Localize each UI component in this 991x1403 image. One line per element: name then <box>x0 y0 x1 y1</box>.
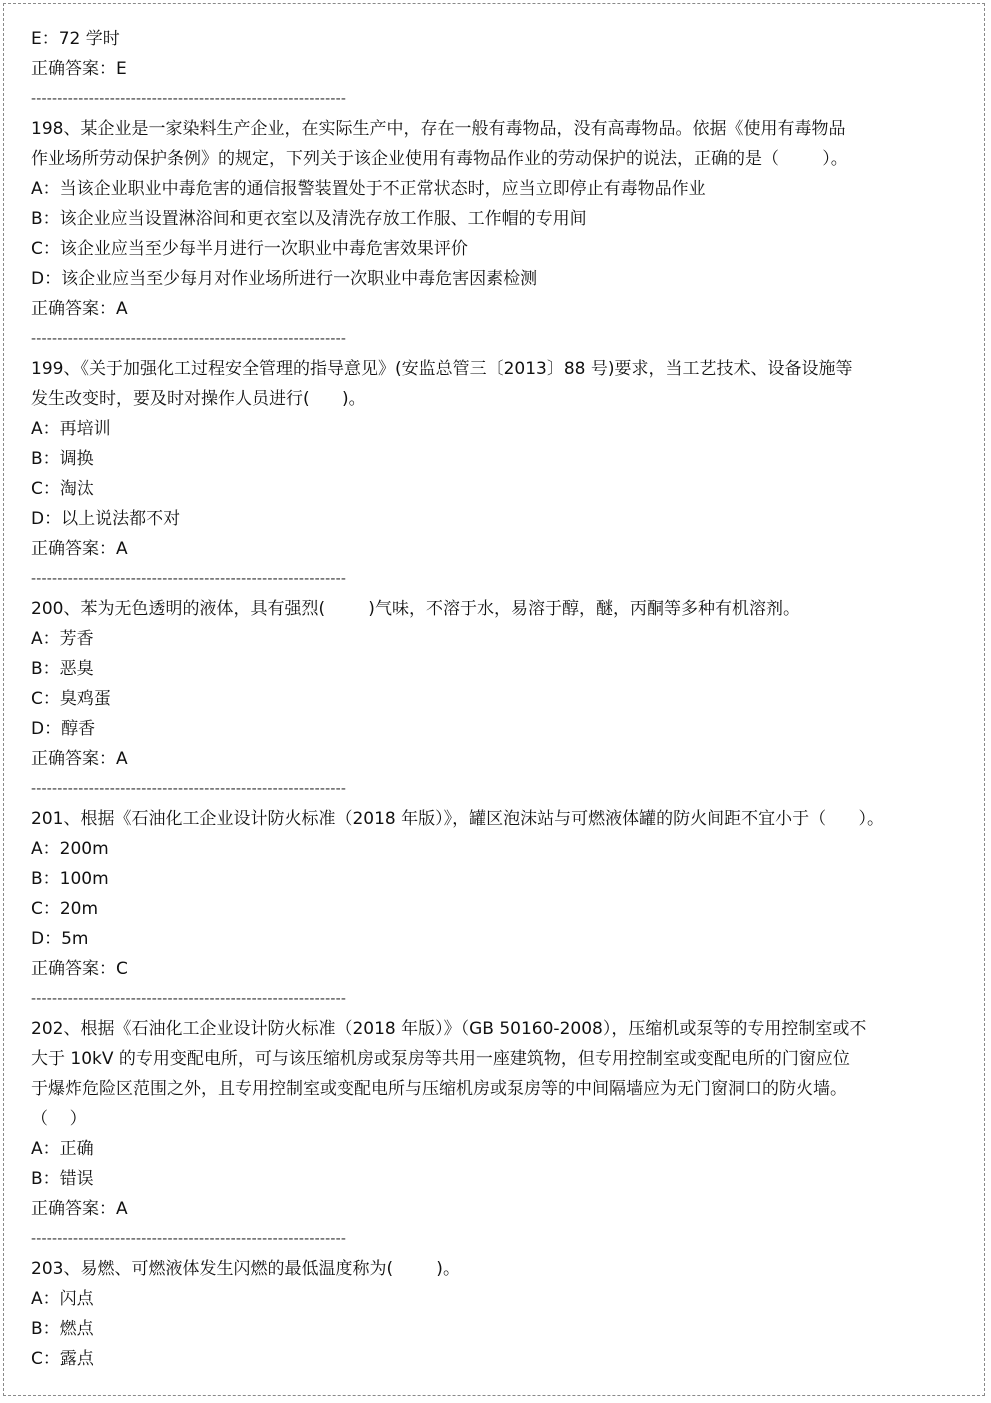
separator-line: ------------------------------------------------------------ <box>31 571 347 587</box>
question-203-line-1: 203、易燃、可燃液体发生闪燃的最低温度称为( )。 <box>31 1259 460 1279</box>
question-200-option-d: D：醇香 <box>31 719 96 739</box>
question-document <box>31 24 891 1374</box>
question-200-line-1: 200、苯为无色透明的液体，具有强烈( )气味，不溶于水，易溶于醇，醚，丙酮等多种有机溶剂。 <box>31 599 800 619</box>
question-198-option-d: D：该企业应当至少每月对作业场所进行一次职业中毒危害因素检测 <box>31 269 538 289</box>
question-200-answer: 正确答案：A <box>31 749 128 769</box>
question-199-line-2: 发生改变时，要及时对操作人员进行( )。 <box>31 389 366 409</box>
question-200-option-c: C：臭鸡蛋 <box>31 689 111 709</box>
separator-line: ------------------------------------------------------------ <box>31 331 347 347</box>
question-198-line-2: 作业场所劳动保护条例》的规定，下列关于该企业使用有毒物品作业的劳动保护的说法，正确的是（ ）。 <box>31 149 848 169</box>
question-202-option-a: A：正确 <box>31 1139 94 1159</box>
separator-line: ------------------------------------------------------------ <box>31 781 347 797</box>
question-199-option-c: C：淘汰 <box>31 479 94 499</box>
question-199-answer: 正确答案：A <box>31 539 128 559</box>
separator-line: ------------------------------------------------------------ <box>31 1231 347 1247</box>
question-201-option-d: D：5m <box>31 929 89 949</box>
question-202-line-3: 于爆炸危险区范围之外，且专用控制室或变配电所与压缩机房或泵房等的中间隔墙应为无门窗洞口的防火墙。 <box>31 1079 847 1099</box>
question-202-option-b: B：错误 <box>31 1169 94 1189</box>
option-e-line: E：72 学时 <box>31 29 120 49</box>
question-201-option-c: C：20m <box>31 899 99 919</box>
question-199-option-a: A：再培训 <box>31 419 111 439</box>
question-203-option-a: A：闪点 <box>31 1289 94 1309</box>
question-203-option-c: C：露点 <box>31 1349 94 1369</box>
question-199-option-d: D：以上说法都不对 <box>31 509 181 529</box>
question-201-answer: 正确答案：C <box>31 959 128 979</box>
question-199-line-1: 199、《关于加强化工过程安全管理的指导意见》(安监总管三〔2013〕88 号)要求，当工艺技术、设备设施等 <box>31 359 853 379</box>
question-202-answer: 正确答案：A <box>31 1199 128 1219</box>
separator-line: ------------------------------------------------------------ <box>31 91 347 107</box>
question-201-option-b: B：100m <box>31 869 109 889</box>
question-201-option-a: A：200m <box>31 839 109 859</box>
question-198-option-c: C：该企业应当至少每半月进行一次职业中毒危害效果评价 <box>31 239 468 259</box>
question-203-option-b: B：燃点 <box>31 1319 94 1339</box>
question-199-option-b: B：调换 <box>31 449 94 469</box>
question-201-line-1: 201、根据《石油化工企业设计防火标准（2018 年版）》，罐区泡沫站与可燃液体罐的防火间距不宜小于（ ）。 <box>31 809 885 829</box>
question-198-option-b: B：该企业应当设置淋浴间和更衣室以及清洗存放工作服、工作帽的专用间 <box>31 209 587 229</box>
separator-line: ------------------------------------------------------------ <box>31 991 347 1007</box>
question-198-answer: 正确答案：A <box>31 299 128 319</box>
question-200-option-b: B：恶臭 <box>31 659 94 679</box>
question-202-line-4: （ ） <box>31 1109 87 1129</box>
question-198-line-1: 198、某企业是一家染料生产企业，在实际生产中，存在一般有毒物品，没有高毒物品。依据《使用有毒物品 <box>31 119 846 139</box>
answer-line: 正确答案：E <box>31 59 127 79</box>
question-202-line-1: 202、根据《石油化工企业设计防火标准（2018 年版）》（GB 50160-2008），压缩机或泵等的专用控制室或不 <box>31 1019 867 1039</box>
question-198-option-a: A：当该企业职业中毒危害的通信报警装置处于不正常状态时，应当立即停止有毒物品作业 <box>31 179 706 199</box>
question-202-line-2: 大于 10kV 的专用变配电所，可与该压缩机房或泵房等共用一座建筑物，但专用控制室或变配电所的门窗应位 <box>31 1049 850 1069</box>
question-200-option-a: A：芳香 <box>31 629 94 649</box>
